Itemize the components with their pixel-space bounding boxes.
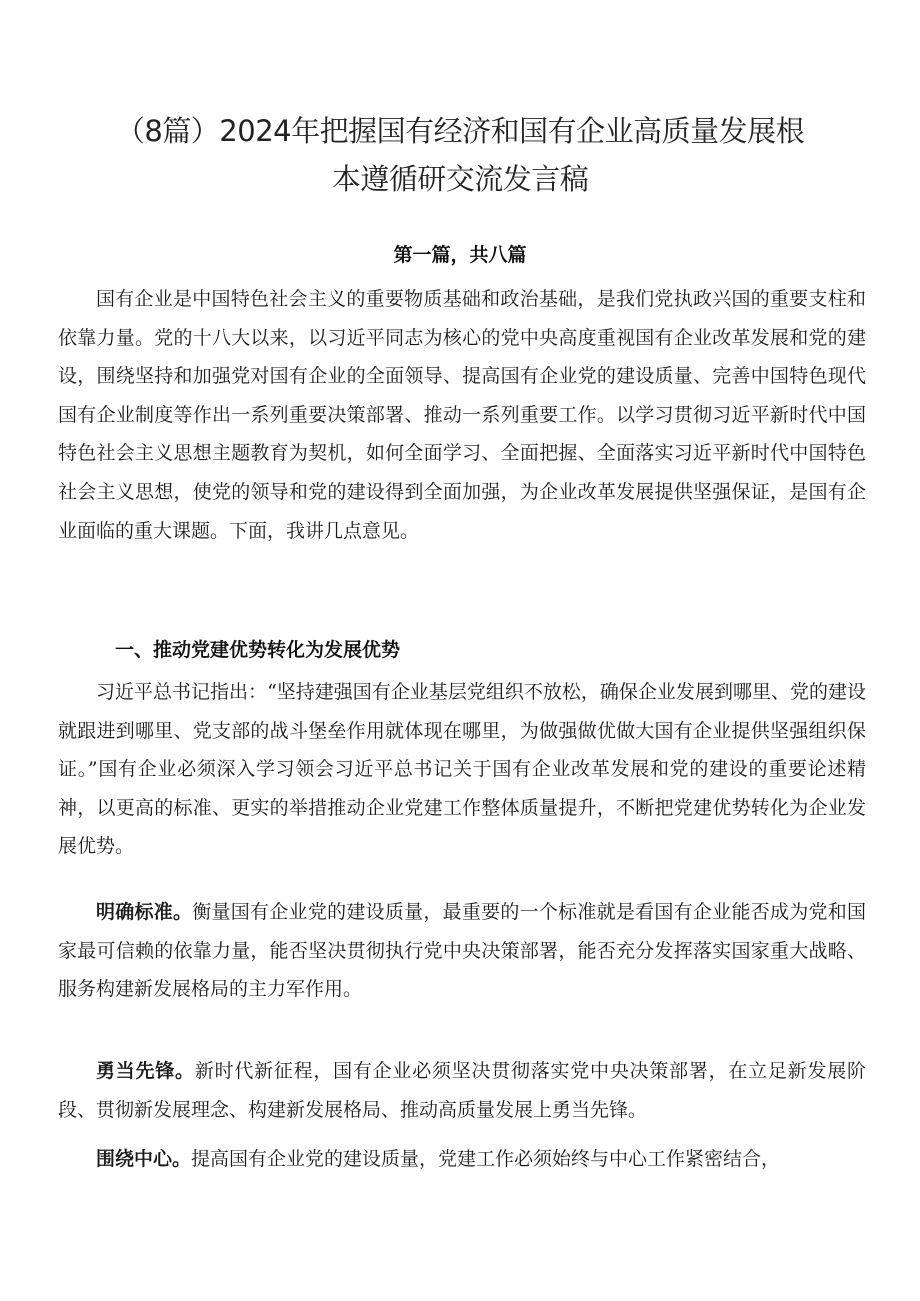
center-paragraph — [58, 1140, 866, 1179]
pioneer-body: 新时代新征程，国有企业必须坚决贯彻落实党中央决策部署，在立足新发展阶段、贯彻新发展理念、构建新发展格局、推动高质量发展上勇当先锋。 — [58, 1060, 866, 1121]
center-body: 提高国有企业党的建设质量，党建工作必须始终与中心工作紧密结合， — [191, 1148, 781, 1170]
intro-paragraph: 国有企业是中国特色社会主义的重要物质基础和政治基础，是我们党执政兴国的重要支柱和依靠力量。党的十八大以来，以习近平同志为核心的党中央高度重视国有企业改革发展和党的建设，围绕坚持和加强党对国有企业的全面领导、提高国有企业党的建设质量、完善中国特色现代国有企业制度等作出一系列重要决策部署、推动一系列重要工作。以学习贯彻习近平新时代中国特色社会主义思想主题教育为契机，如何全面学习、全面把握、全面落实习近平新时代中国特色社会主义思想，使党的领导和党的建设得到全面加强，为企业改革发展提供坚强保证，是国有企业面临的重大课题。下面，我讲几点意见。 — [58, 288, 866, 542]
document-title — [60, 107, 860, 203]
standard-body: 衡量国有企业党的建设质量，最重要的一个标准就是看国有企业能否成为党和国家最可信赖的依靠力量，能否坚决贯彻执行党中央决策部署，能否充分发挥落实国家重大战略、服务构建新发展格局的主力军作用。 — [58, 901, 866, 1001]
center-lead: 围绕中心。 — [96, 1148, 192, 1170]
standard-paragraph — [58, 893, 866, 1009]
pioneer-lead: 勇当先锋。 — [96, 1060, 195, 1082]
section-1-paragraph: 习近平总书记指出：“坚持建强国有企业基层党组织不放松，确保企业发展到哪里、党的建设就跟进到哪里、党支部的战斗堡垒作用就体现在哪里，为做强做优做大国有企业提供坚强组织保证。”国有企业必须深入学习领会习近平总书记关于国有企业改革发展和党的建设的重要论述精神，以更高的标准、更实的举措推动企业党建工作整体质量提升，不断把党建优势转化为企业发展优势。 — [58, 681, 866, 858]
pioneer-paragraph — [58, 1052, 866, 1129]
title-line-1: （8篇）2024年把握国有经济和国有企业高质量发展根 — [115, 114, 805, 149]
section-1-heading: 一、推动党建优势转化为发展优势 — [115, 639, 401, 661]
part-subtitle: 第一篇，共八篇 — [393, 244, 527, 266]
standard-lead: 明确标准。 — [96, 901, 193, 923]
title-line-2: 本遵循研交流发言稿 — [331, 162, 589, 197]
